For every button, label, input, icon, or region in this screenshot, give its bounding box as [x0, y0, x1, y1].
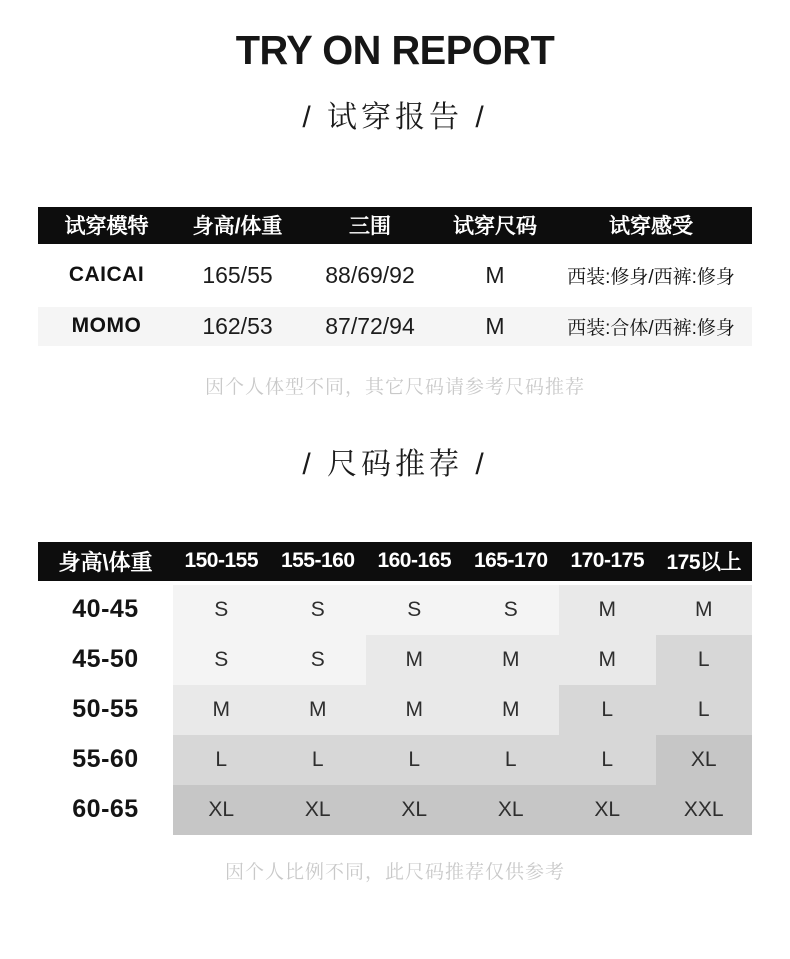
size-table-row: [38, 685, 752, 735]
size-cell: XL: [463, 785, 560, 835]
tryon-header-model: 试穿模特: [64, 215, 149, 239]
model-measurements: 88/69/92: [325, 261, 415, 288]
tryon-note: 因个人体型不同，其它尺码请参考尺码推荐: [204, 376, 585, 398]
size-cell: M: [366, 635, 463, 685]
tryon-table: [38, 207, 752, 346]
size-cell: M: [270, 685, 367, 735]
size-cell: S: [463, 585, 560, 635]
size-cell: L: [270, 735, 367, 785]
size-cell: S: [270, 585, 367, 635]
size-table-row: [38, 585, 752, 635]
tryon-header-feel: 试穿感受: [609, 215, 693, 239]
size-table-row: [38, 735, 752, 785]
size-cell: M: [559, 635, 656, 685]
size-header-col: 170-175: [570, 549, 645, 573]
size-cell: L: [559, 685, 656, 735]
tryon-table-row: [38, 244, 752, 307]
size-cell: XXL: [656, 785, 753, 835]
model-name: CAICAI: [68, 263, 145, 287]
size-table-row: [38, 785, 752, 835]
model-feel: 西装:合体/西裤:修身: [567, 317, 735, 339]
weight-range-label: 60-65: [38, 785, 173, 835]
size-table-header: [38, 542, 752, 581]
size-cell: XL: [270, 785, 367, 835]
weight-range-label: 40-45: [38, 585, 173, 635]
size-cell: XL: [173, 785, 270, 835]
model-height-weight: 165/55: [202, 261, 273, 288]
size-header-col: 175以上: [666, 551, 742, 575]
page-title: TRY ON REPORT: [235, 27, 555, 73]
section-title-size-recommendation: / 尺码推荐 /: [302, 447, 488, 481]
size-cell: L: [656, 685, 753, 735]
model-size: M: [485, 312, 505, 339]
size-table: [38, 542, 752, 835]
size-cell: L: [366, 735, 463, 785]
size-header-col: 160-165: [377, 549, 452, 573]
size-table-row: [38, 635, 752, 685]
model-measurements: 87/72/94: [325, 312, 415, 339]
weight-range-label: 45-50: [38, 635, 173, 685]
model-height-weight: 162/53: [202, 312, 273, 339]
tryon-report-page: [0, 28, 790, 959]
size-cell: L: [656, 635, 753, 685]
size-header-col: 165-170: [473, 549, 548, 573]
tryon-header-size: 试穿尺码: [453, 215, 537, 239]
model-feel: 西装:修身/西裤:修身: [567, 266, 735, 288]
size-cell: XL: [656, 735, 753, 785]
size-cell: M: [656, 585, 753, 635]
model-name: MOMO: [71, 314, 142, 338]
tryon-header-measurements: 三围: [349, 215, 391, 239]
size-cell: XL: [559, 785, 656, 835]
weight-range-label: 55-60: [38, 735, 173, 785]
size-cell: L: [559, 735, 656, 785]
size-note: 因个人比例不同，此尺码推荐仅供参考: [224, 861, 565, 883]
size-cell: XL: [366, 785, 463, 835]
size-cell: S: [173, 635, 270, 685]
tryon-table-header: [38, 207, 752, 244]
section-title-tryon-report: / 试穿报告 /: [302, 100, 488, 134]
size-cell: S: [270, 635, 367, 685]
size-header-col: 155-160: [280, 549, 355, 573]
size-cell: L: [173, 735, 270, 785]
size-cell: S: [366, 585, 463, 635]
tryon-table-row: [38, 307, 752, 346]
size-cell: M: [463, 685, 560, 735]
size-cell: M: [463, 635, 560, 685]
size-cell: M: [173, 685, 270, 735]
weight-range-label: 50-55: [38, 685, 173, 735]
size-header-col: 150-155: [184, 549, 259, 573]
size-cell: M: [366, 685, 463, 735]
size-cell: S: [173, 585, 270, 635]
size-header-corner: 身高\体重: [58, 549, 153, 575]
size-cell: L: [463, 735, 560, 785]
tryon-header-height-weight: 身高/体重: [192, 215, 283, 239]
model-size: M: [485, 261, 505, 288]
size-cell: M: [559, 585, 656, 635]
size-table-body: [38, 585, 752, 835]
